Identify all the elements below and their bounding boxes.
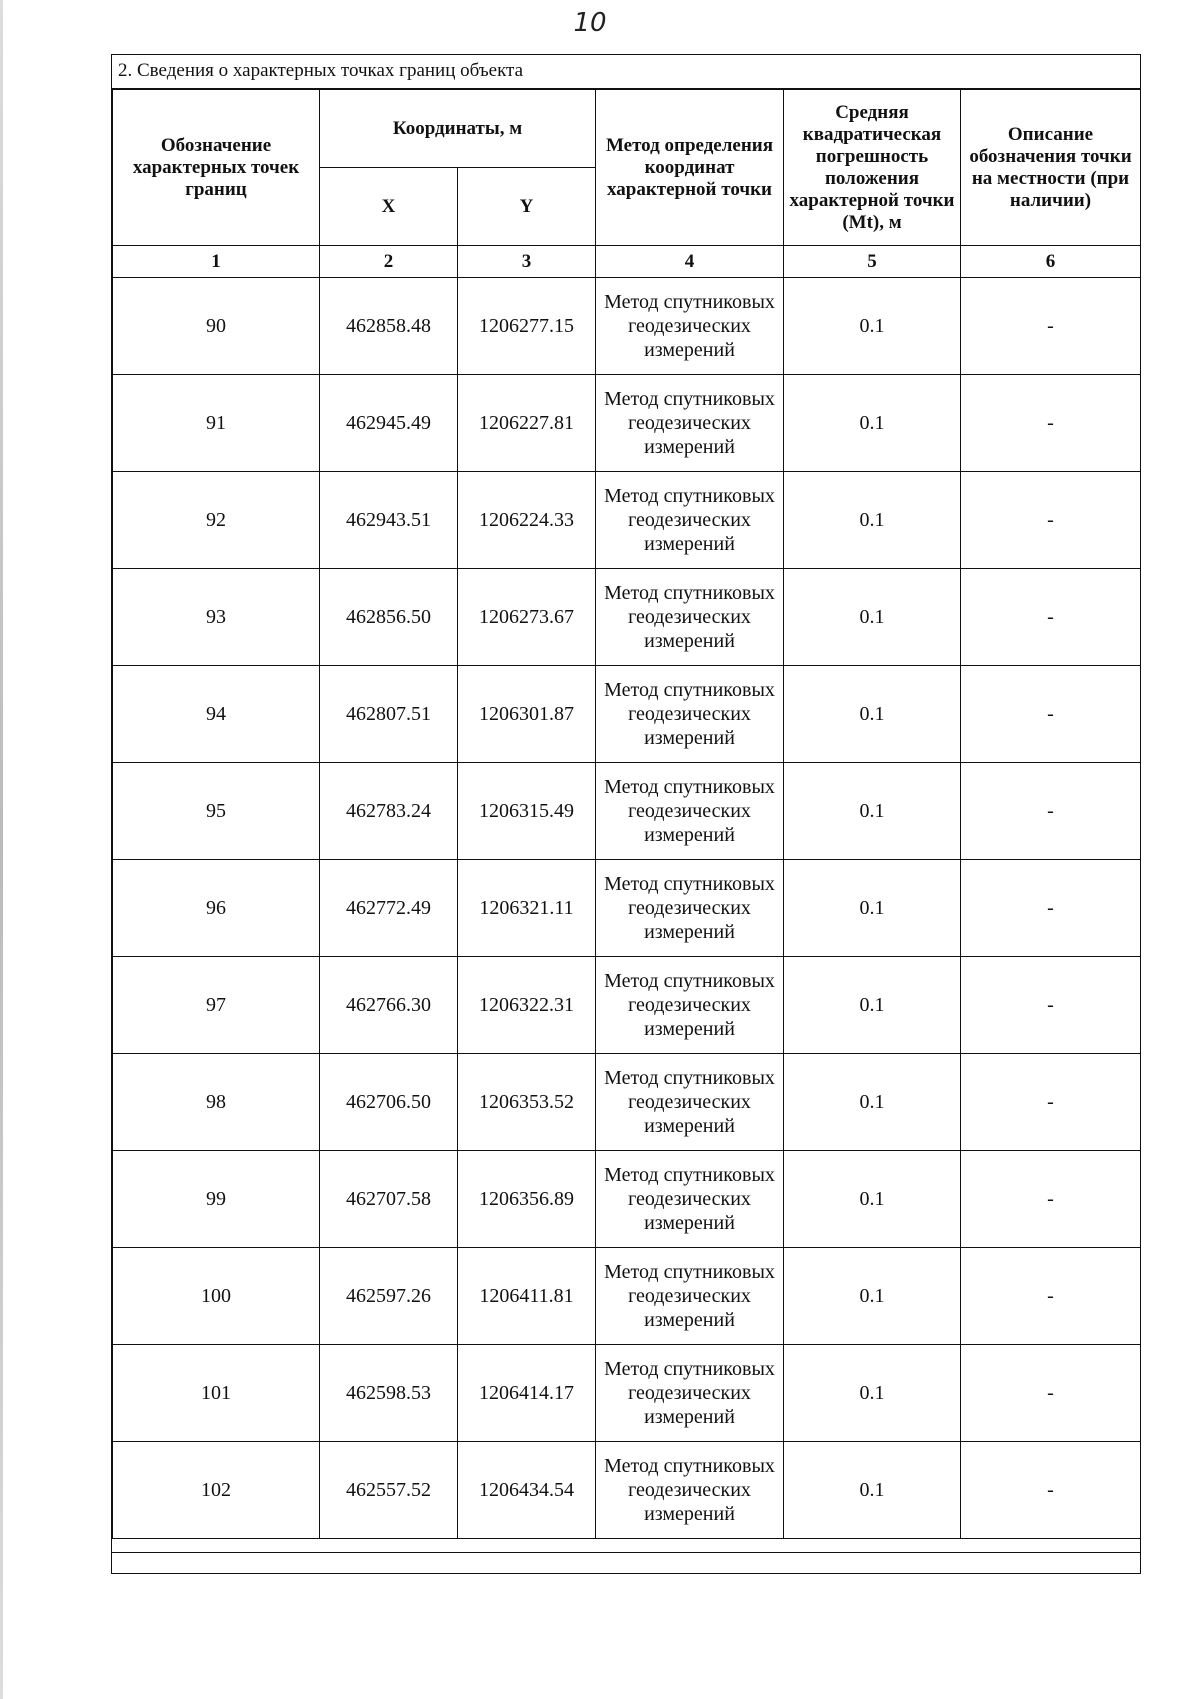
cell-description: - <box>961 763 1141 860</box>
cell-y: 1206315.49 <box>458 763 596 860</box>
column-number-row <box>113 246 1141 278</box>
table-row <box>113 278 1141 375</box>
cell-y: 1206353.52 <box>458 1054 596 1151</box>
header-method: Метод определения координат характерной точки <box>596 90 784 246</box>
table-row <box>113 375 1141 472</box>
table-row <box>113 1248 1141 1345</box>
cell-error: 0.1 <box>784 957 961 1054</box>
header-x: X <box>320 168 458 246</box>
cell-description: - <box>961 375 1141 472</box>
cell-point: 90 <box>113 278 320 375</box>
cell-point: 97 <box>113 957 320 1054</box>
cell-point: 100 <box>113 1248 320 1345</box>
cell-y: 1206322.31 <box>458 957 596 1054</box>
cell-y: 1206321.11 <box>458 860 596 957</box>
cell-method: Метод спутниковых геодезических измерений <box>596 1151 784 1248</box>
cell-description: - <box>961 666 1141 763</box>
table-row <box>113 1345 1141 1442</box>
table-row <box>113 957 1141 1054</box>
cell-x: 462706.50 <box>320 1054 458 1151</box>
cell-description: - <box>961 860 1141 957</box>
cell-point: 96 <box>113 860 320 957</box>
cell-point: 99 <box>113 1151 320 1248</box>
cell-method: Метод спутниковых геодезических измерений <box>596 472 784 569</box>
header-y: Y <box>458 168 596 246</box>
cell-method: Метод спутниковых геодезических измерений <box>596 860 784 957</box>
cell-description: - <box>961 569 1141 666</box>
cell-error: 0.1 <box>784 1054 961 1151</box>
table-row <box>113 1442 1141 1539</box>
table-bottom-strip <box>112 1552 1140 1573</box>
cell-y: 1206224.33 <box>458 472 596 569</box>
column-number: 4 <box>596 246 784 278</box>
cell-description: - <box>961 1248 1141 1345</box>
cell-error: 0.1 <box>784 375 961 472</box>
cell-x: 462557.52 <box>320 1442 458 1539</box>
cell-description: - <box>961 1151 1141 1248</box>
coordinates-table <box>112 89 1141 1539</box>
cell-description: - <box>961 1054 1141 1151</box>
table-row <box>113 1054 1141 1151</box>
cell-method: Метод спутниковых геодезических измерений <box>596 1345 784 1442</box>
cell-description: - <box>961 1345 1141 1442</box>
table-row <box>113 860 1141 957</box>
column-number: 6 <box>961 246 1141 278</box>
header-row-1 <box>113 90 1141 168</box>
document-sheet <box>111 54 1141 1574</box>
table-row <box>113 472 1141 569</box>
cell-point: 101 <box>113 1345 320 1442</box>
cell-method: Метод спутниковых геодезических измерений <box>596 666 784 763</box>
column-number: 1 <box>113 246 320 278</box>
column-number: 5 <box>784 246 961 278</box>
cell-x: 462943.51 <box>320 472 458 569</box>
cell-y: 1206277.15 <box>458 278 596 375</box>
cell-x: 462945.49 <box>320 375 458 472</box>
cell-x: 462858.48 <box>320 278 458 375</box>
cell-error: 0.1 <box>784 1442 961 1539</box>
cell-point: 98 <box>113 1054 320 1151</box>
table-row <box>113 569 1141 666</box>
cell-point: 91 <box>113 375 320 472</box>
cell-error: 0.1 <box>784 763 961 860</box>
cell-x: 462856.50 <box>320 569 458 666</box>
cell-method: Метод спутниковых геодезических измерений <box>596 375 784 472</box>
table-row <box>113 1151 1141 1248</box>
cell-error: 0.1 <box>784 1151 961 1248</box>
cell-point: 92 <box>113 472 320 569</box>
cell-point: 95 <box>113 763 320 860</box>
cell-error: 0.1 <box>784 1345 961 1442</box>
table-body <box>113 278 1141 1539</box>
section-title: 2. Сведения о характерных точках границ объекта <box>112 55 1140 89</box>
cell-x: 462707.58 <box>320 1151 458 1248</box>
table-row <box>113 666 1141 763</box>
cell-description: - <box>961 1442 1141 1539</box>
cell-point: 93 <box>113 569 320 666</box>
cell-y: 1206411.81 <box>458 1248 596 1345</box>
cell-error: 0.1 <box>784 278 961 375</box>
cell-error: 0.1 <box>784 472 961 569</box>
cell-error: 0.1 <box>784 666 961 763</box>
scan-edge <box>0 0 3 1699</box>
cell-method: Метод спутниковых геодезических измерений <box>596 278 784 375</box>
page-number: 10 <box>573 8 607 38</box>
cell-x: 462783.24 <box>320 763 458 860</box>
cell-method: Метод спутниковых геодезических измерений <box>596 957 784 1054</box>
cell-y: 1206356.89 <box>458 1151 596 1248</box>
cell-y: 1206434.54 <box>458 1442 596 1539</box>
cell-x: 462772.49 <box>320 860 458 957</box>
header-error: Средняя квадратическая погрешность положения характерной точки (Mt), м <box>784 90 961 246</box>
cell-y: 1206227.81 <box>458 375 596 472</box>
cell-error: 0.1 <box>784 1248 961 1345</box>
cell-error: 0.1 <box>784 569 961 666</box>
cell-method: Метод спутниковых геодезических измерений <box>596 1248 784 1345</box>
cell-x: 462807.51 <box>320 666 458 763</box>
header-description: Описание обозначения точки на местности (при наличии) <box>961 90 1141 246</box>
cell-method: Метод спутниковых геодезических измерений <box>596 763 784 860</box>
header-point: Обозначение характерных точек границ <box>113 90 320 246</box>
cell-point: 94 <box>113 666 320 763</box>
table-row <box>113 763 1141 860</box>
cell-description: - <box>961 957 1141 1054</box>
cell-y: 1206301.87 <box>458 666 596 763</box>
cell-method: Метод спутниковых геодезических измерений <box>596 1442 784 1539</box>
cell-x: 462597.26 <box>320 1248 458 1345</box>
cell-description: - <box>961 472 1141 569</box>
header-coords: Координаты, м <box>320 90 596 168</box>
cell-method: Метод спутниковых геодезических измерений <box>596 1054 784 1151</box>
cell-description: - <box>961 278 1141 375</box>
cell-method: Метод спутниковых геодезических измерений <box>596 569 784 666</box>
cell-y: 1206273.67 <box>458 569 596 666</box>
column-number: 2 <box>320 246 458 278</box>
cell-x: 462766.30 <box>320 957 458 1054</box>
cell-x: 462598.53 <box>320 1345 458 1442</box>
cell-y: 1206414.17 <box>458 1345 596 1442</box>
column-number: 3 <box>458 246 596 278</box>
cell-point: 102 <box>113 1442 320 1539</box>
cell-error: 0.1 <box>784 860 961 957</box>
